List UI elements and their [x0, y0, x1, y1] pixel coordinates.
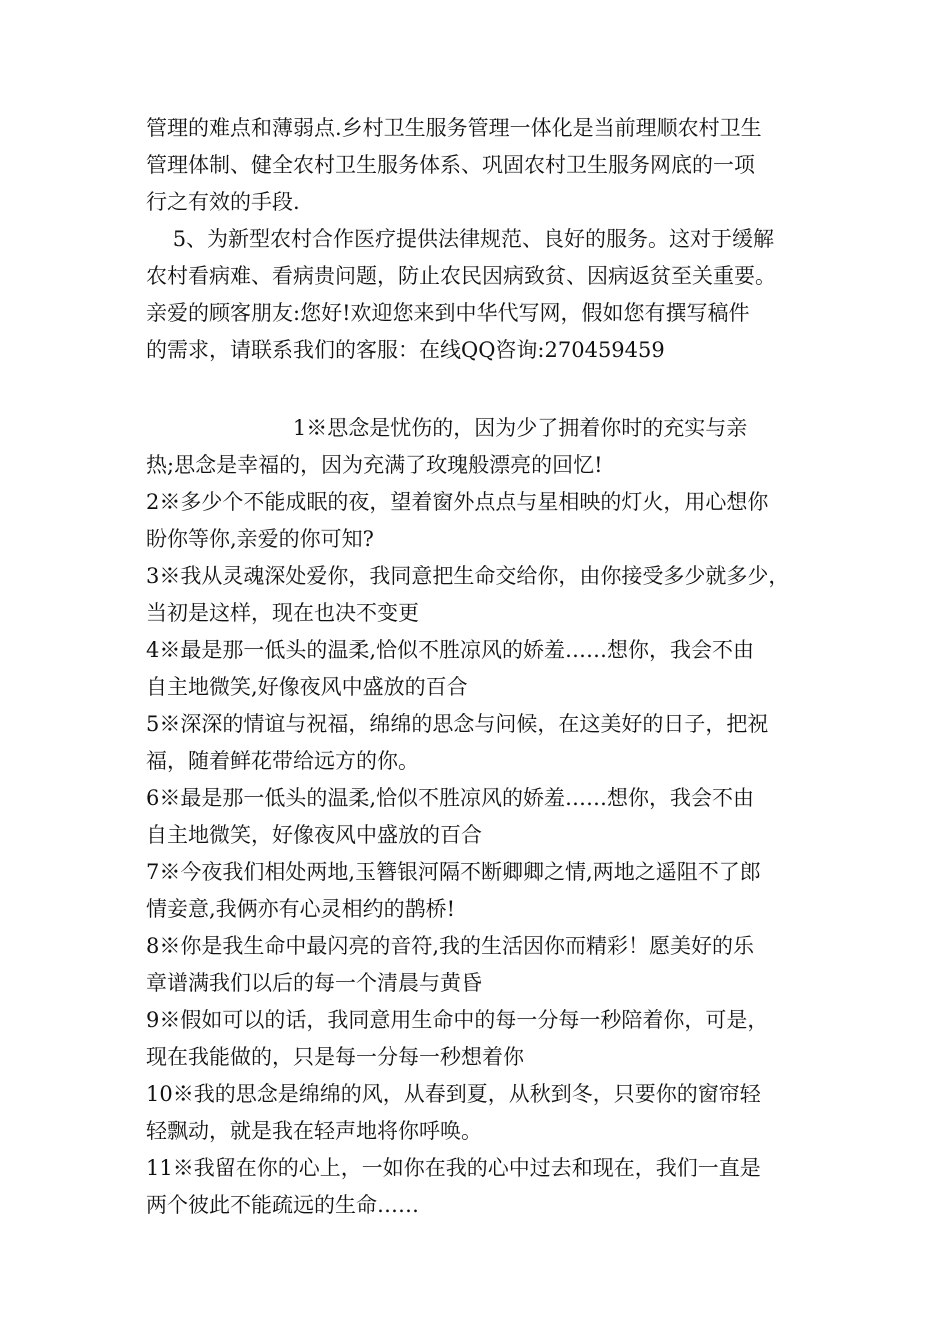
- quote-line: 当初是这样，现在也决不变更: [146, 601, 419, 625]
- text-line: 管理的难点和薄弱点.乡村卫生服务管理一体化是当前理顺农村卫生: [146, 116, 762, 140]
- quote-line: 现在我能做的，只是每一分每一秒想着你: [146, 1045, 524, 1069]
- quote-list: [146, 410, 826, 1224]
- text-line: 行之有效的手段.: [146, 190, 300, 214]
- quote-line: 3※我从灵魂深处爱你，我同意把生命交给你，由你接受多少就多少，: [146, 564, 790, 588]
- text-line: 的需求，请联系我们的客服：在线QQ咨询:270459459: [146, 338, 665, 362]
- quote-line: 9※假如可以的话，我同意用生命中的每一分每一秒陪着你，可是，: [146, 1008, 769, 1032]
- quote-line: 6※最是那一低头的温柔,恰似不胜凉风的娇羞……想你，我会不由: [146, 786, 755, 810]
- quote-line: 2※多少个不能成眠的夜，望着窗外点点与星相映的灯火，用心想你: [146, 490, 769, 514]
- text-line: 亲爱的顾客朋友:您好!欢迎您来到中华代写网，假如您有撰写稿件: [146, 301, 750, 325]
- intro-paragraphs: [146, 110, 826, 369]
- quote-line: 10※我的思念是绵绵的风，从春到夏，从秋到冬，只要你的窗帘轻: [146, 1082, 761, 1106]
- quote-line: 轻飘动，就是我在轻声地将你呼唤。: [146, 1119, 482, 1143]
- quote-line: 5※深深的情谊与祝福，绵绵的思念与问候，在这美好的日子，把祝: [146, 712, 769, 736]
- text-line: 5、为新型农村合作医疗提供法律规范、良好的服务。这对于缓解: [146, 227, 775, 251]
- quote-line: 章谱满我们以后的每一个清晨与黄昏: [146, 971, 482, 995]
- quote-line: 热;思念是幸福的，因为充满了玫瑰般漂亮的回忆!: [146, 453, 603, 477]
- quote-line: 11※我留在你的心上，一如你在我的心中过去和现在，我们一直是: [146, 1156, 761, 1180]
- quote-line: 1※思念是忧伤的，因为少了拥着你时的充实与亲: [146, 416, 748, 440]
- quote-line: 4※最是那一低头的温柔,恰似不胜凉风的娇羞……想你，我会不由: [146, 638, 755, 662]
- quote-line: 7※今夜我们相处两地,玉簪银河隔不断卿卿之情,两地之遥阻不了郎: [146, 860, 761, 884]
- quote-line: 自主地微笑，好像夜风中盛放的百合: [146, 823, 482, 847]
- quote-line: 8※你是我生命中最闪亮的音符,我的生活因你而精彩！愿美好的乐: [146, 934, 755, 958]
- quote-line: 福，随着鲜花带给远方的你。: [146, 749, 419, 773]
- quote-line: 盼你等你,亲爱的你可知?: [146, 527, 374, 551]
- text-line: 农村看病难、看病贵问题，防止农民因病致贫、因病返贫至关重要。: [146, 264, 776, 288]
- quote-line: 自主地微笑,好像夜风中盛放的百合: [146, 675, 468, 699]
- quote-line: 两个彼此不能疏远的生命……: [146, 1193, 419, 1217]
- text-line: 管理体制、健全农村卫生服务体系、巩固农村卫生服务网底的一项: [146, 153, 755, 177]
- quote-line: 情妾意,我俩亦有心灵相约的鹊桥!: [146, 897, 456, 921]
